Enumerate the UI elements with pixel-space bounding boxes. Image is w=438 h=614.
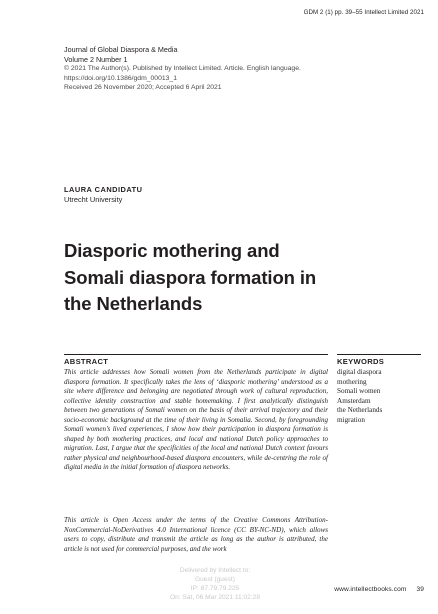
page-number: 39 (416, 586, 424, 593)
abstract-rule (64, 354, 328, 355)
watermark-line: Guest (guest) (195, 576, 235, 583)
watermark-line: On: Sat, 06 Mar 2021 11:02:28 (169, 594, 261, 601)
running-header: GDM 2 (1) pp. 39–55 Intellect Limited 2021 (303, 9, 424, 16)
keyword-item: the Netherlands (337, 406, 383, 415)
author-name: LAURA CANDIDATU (64, 185, 143, 194)
license-text: This article is Open Access under the terms of the Creative Commons Attribution-NonCommercial-NoDerivatives 4.0 International licence (CC BY-NC-ND), which allows users to copy, distribute and transmit the article as long as the author is attributed, the article is not used for commercial purposes, and the work (64, 516, 328, 553)
keyword-item: migration (337, 415, 365, 424)
keyword-list (337, 368, 427, 425)
delivery-watermark (140, 566, 290, 602)
page-footer (334, 586, 424, 593)
doi-link[interactable]: https://doi.org/10.1386/gdm_00013_1 (64, 74, 177, 82)
publisher-url[interactable]: www.intellectbooks.com (334, 586, 407, 593)
journal-name: Journal of Global Diaspora & Media (64, 45, 178, 54)
keywords-heading: KEYWORDS (337, 357, 385, 366)
copyright-notice: © 2021 The Author(s). Published by Intellect Limited. Article. English language. (64, 65, 301, 73)
title-line: the Netherlands (64, 293, 203, 314)
keyword-item: digital diaspora (337, 368, 382, 376)
watermark-line: Delivered by Intellect to: (179, 567, 251, 574)
title-line: Somali diaspora formation in (64, 266, 317, 288)
title-line: Diasporic mothering and (64, 240, 280, 261)
author-affiliation: Utrecht University (64, 195, 123, 204)
journal-metadata (64, 45, 384, 93)
article-title (64, 238, 364, 318)
keyword-item: Amsterdam (337, 396, 371, 405)
keyword-item: Somali women (337, 387, 381, 396)
keyword-item: mothering (337, 377, 367, 386)
abstract-text: This article addresses how Somali women from the Netherlands participate in digital diaspora formation. It specifically takes the lens of ‘diasporic mothering’ understood as a site where difference and belonging are negotiated through work of cultural reproduction, collective identity construction and stable homemaking. I first analytically distinguish between two generations of Somali women on the basis of their arrival trajectory and their socio-economic background at the time of their living in Somalia. Second, by foregrounding Somali women’s lived experiences, I show how their participation in diaspora formation is shaped by both mothering practices, and local and national Dutch policy approaches to migration. Last, I argue that the specificities of the local and national Dutch context favours rather physical and neighbourhood-based diaspora encounters, while de-centring the role of digital media in the initial formation of diaspora networks. (64, 368, 328, 472)
keywords-rule (337, 354, 421, 355)
received-accepted-dates: Received 26 November 2020; Accepted 6 April 2021 (64, 84, 222, 92)
abstract-heading: ABSTRACT (64, 357, 109, 366)
watermark-line: IP: 87.79.79.225 (190, 585, 240, 592)
journal-volume: Volume 2 Number 1 (64, 54, 128, 64)
